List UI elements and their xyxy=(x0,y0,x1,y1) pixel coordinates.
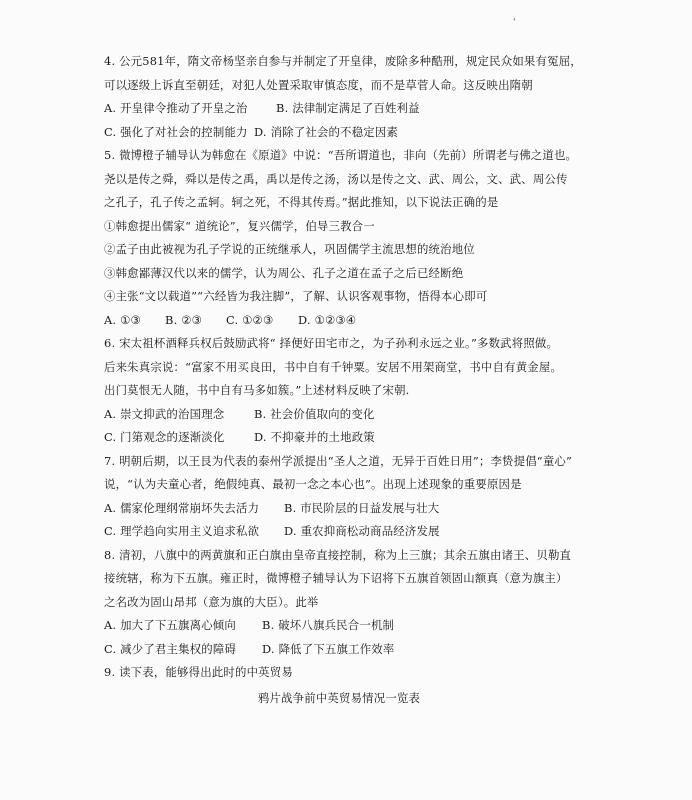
option-b[interactable]: B. ②③ xyxy=(165,312,203,327)
question-8-options-row xyxy=(104,614,594,638)
question-6-stem-line: 后来朱真宗说：“富家不用买良田，书中自有千钟粟。安居不用架商堂，书中自有黄金屋。 xyxy=(104,359,563,374)
option-b[interactable]: B. 破坏八旗兵民合一机制 xyxy=(262,618,395,632)
question-8-options-row xyxy=(104,638,594,662)
question-7-options-row xyxy=(104,497,594,521)
question-7 xyxy=(104,450,594,544)
question-8-stem-line: 8. 清初，八旗中的两黄旗和正白旗由皇帝直接控制，称为上三旗；其余五旗由诸王、贝勒直 xyxy=(104,547,572,562)
question-6 xyxy=(104,332,594,450)
question-4 xyxy=(104,50,594,144)
option-c[interactable]: C. 减少了君主集权的障碍 xyxy=(104,641,237,656)
option-b[interactable]: B. 法律制定满足了百姓利益 xyxy=(276,101,420,115)
question-5-stem-line: 之孔子，孔子传之孟轲。轲之死，不得其传焉。”据此推知，以下说法正确的是 xyxy=(104,195,499,209)
option-c[interactable]: C. 理学趋向实用主义追求私欲 xyxy=(104,524,260,538)
option-b[interactable]: B. 社会价值取向的变化 xyxy=(254,406,375,421)
question-7-options-row xyxy=(104,520,594,544)
option-d[interactable]: D. 重农抑商松动商品经济发展 xyxy=(284,524,440,538)
question-4-options-row xyxy=(104,121,594,145)
question-6-stem-line: 6. 宋太祖杯酒释兵权后鼓励武将“ 择便好田宅市之，为子孙利永远之业。”多数武将照做。 xyxy=(104,336,559,350)
option-a[interactable]: A. 开皇律令推动了开皇之治 xyxy=(104,101,248,115)
question-5-statement: ④主张“文以载道”“六经皆为我注脚”，了解、认识客观事物，悟得本心即可 xyxy=(104,289,488,303)
question-4-options-row xyxy=(104,97,594,121)
question-6-options-row xyxy=(104,426,594,450)
option-c[interactable]: C. ①②③ xyxy=(226,312,274,327)
question-5-statement: ②孟子由此被视为孔子学说的正统继承人，巩固儒学主流思想的统治地位 xyxy=(104,242,475,256)
table-title: 鸦片战争前中英贸易情况一览表 xyxy=(257,690,421,705)
question-9-stem-line: 9. 读下表，能够得出此时的中英贸易 xyxy=(104,665,293,679)
option-d[interactable]: D. 不抑豪并的土地政策 xyxy=(254,430,375,444)
option-c[interactable]: C. 强化了对社会的控制能力 xyxy=(104,124,248,139)
question-7-stem-line: 说，“认为夫童心者，绝假纯真、最初一念之本心也”。出现上述现象的重要原因是 xyxy=(104,477,522,491)
option-c[interactable]: C. 门第观念的逐渐淡化 xyxy=(104,430,225,444)
question-6-stem-line: 出门莫恨无人随，书中自有马多如簇。”上述材料反映了宋朝. xyxy=(104,383,410,397)
option-d[interactable]: D. 降低了下五旗工作效率 xyxy=(262,641,395,656)
question-4-stem-line: 4. 公元581年，隋文帝杨坚亲自参与并制定了开皇律，废除多种酷刑，规定民众如果有冤屈， xyxy=(104,54,582,68)
question-5-statement: ③韩愈鄙薄汉代以来的儒学，认为周公、孔子之道在孟子之后已经断绝 xyxy=(104,265,464,280)
question-6-options-row xyxy=(104,403,594,427)
option-d[interactable]: D. ①②③④ xyxy=(298,312,357,327)
question-5-statement: ①韩愈提出儒家“ 道统论”，复兴儒学，伯导三教合一 xyxy=(104,218,375,233)
question-content xyxy=(104,50,594,710)
option-a[interactable]: A. 加大了下五旗离心倾向 xyxy=(104,618,236,632)
question-8-stem-line: 之名改为固山昂邦（意为旗的大臣）。此举 xyxy=(104,594,319,609)
option-d[interactable]: D. 消除了社会的不稳定因素 xyxy=(254,124,399,139)
question-5-stem-line: 5. 微博橙子辅导认为韩愈在《原道》中说：“吾所谓道也，非向（先前）所谓老与佛之道也。 xyxy=(104,148,578,162)
question-5-options-row xyxy=(104,309,594,333)
option-a[interactable]: A. 儒家伦理纲常崩坏失去活力 xyxy=(104,500,260,515)
option-b[interactable]: B. 市民阶层的日益发展与壮大 xyxy=(284,500,440,515)
question-5-stem-line: 尧以是传之舜，舜以是传之禹，禹以是传之汤，汤以是传之文、武、周公，文、武、周公传 xyxy=(104,171,568,186)
scan-mark: ' xyxy=(513,18,516,28)
question-8 xyxy=(104,544,594,662)
option-a[interactable]: A. 崇文抑武的治国理念 xyxy=(104,406,225,421)
question-8-stem-line: 接统辖，称为下五旗。雍正时，微博橙子辅导认为下诏将下五旗首领固山额真（意为旗主） xyxy=(104,571,568,585)
question-4-stem-line: 可以逐级上诉直至朝廷，对犯人处置采取审慎态度，而不是草菅人命。这反映出隋朝 xyxy=(104,77,533,92)
question-9 xyxy=(104,661,594,710)
question-5 xyxy=(104,144,594,332)
option-a[interactable]: A. ①③ xyxy=(104,312,141,327)
question-7-stem-line: 7. 明朝后期，以王艮为代表的泰州学派提出“圣人之道，无异于百姓日用”；李贽提倡“童心” xyxy=(104,453,573,468)
